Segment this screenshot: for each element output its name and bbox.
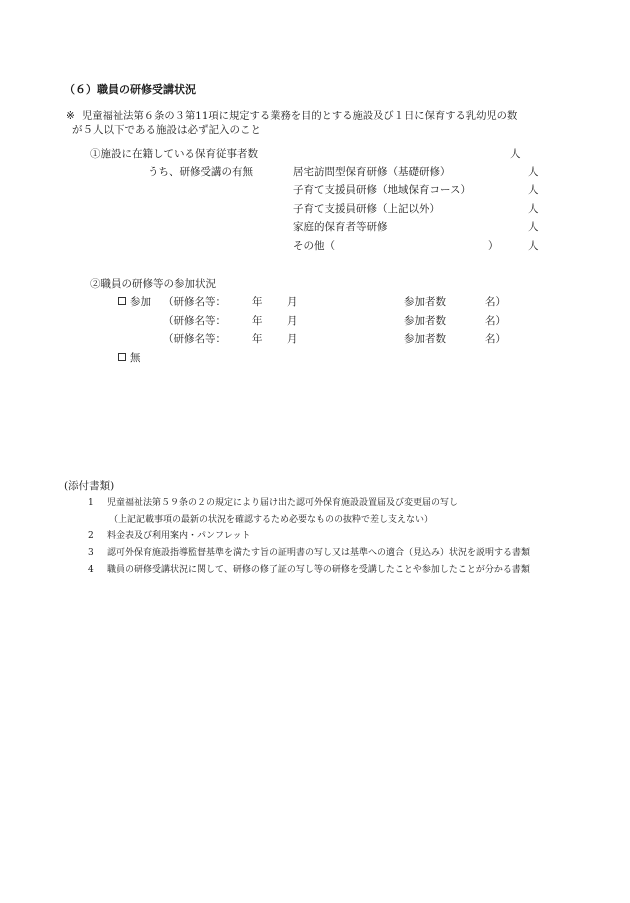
training-row-unit: 人	[528, 240, 539, 252]
course-count-unit: 名）	[485, 315, 506, 327]
participation-label: ②職員の研修等の参加状況	[90, 278, 216, 290]
none-label: 無	[130, 352, 141, 364]
course-label: （研修名等：	[163, 333, 226, 345]
course-count-unit: 名）	[485, 296, 506, 308]
course-label: （研修名等：	[163, 315, 226, 327]
none-checkbox[interactable]	[118, 353, 126, 361]
attachment-number: 4	[88, 565, 94, 575]
training-row-label: 家庭的保育者等研修	[293, 221, 388, 233]
section-title: （６）職員の研修受講状況	[64, 83, 196, 96]
attachment-number: 3	[88, 548, 94, 558]
training-row-close: ）	[488, 240, 499, 252]
training-row-label: 居宅訪問型保育研修（基礎研修）	[293, 166, 451, 178]
course-month: 月	[287, 315, 298, 327]
training-sub-label: うち、研修受講の有無	[148, 166, 253, 178]
none-option[interactable]	[118, 353, 141, 364]
course-month: 月	[287, 333, 298, 345]
course-year: 年	[252, 315, 263, 327]
course-count-label: 参加者数	[404, 296, 446, 308]
course-label: （研修名等：	[163, 296, 226, 308]
course-month: 月	[287, 296, 298, 308]
staff-count-label: ①施設に在籍している保育従事者数	[90, 148, 258, 160]
course-year: 年	[252, 296, 263, 308]
attachment-text: 児童福祉法第５９条の２の規定により届け出た認可外保育施設設置届及び変更届の写し	[107, 498, 459, 508]
course-count-unit: 名）	[485, 333, 506, 345]
training-row-label: 子育て支援員研修（上記以外）	[293, 203, 440, 215]
participate-checkbox[interactable]	[118, 297, 126, 305]
training-row-unit: 人	[528, 184, 539, 196]
course-count-label: 参加者数	[404, 315, 446, 327]
attachment-text: 料金表及び利用案内・パンフレット	[107, 531, 251, 541]
attachment-number: 2	[88, 531, 94, 541]
training-row-unit: 人	[528, 221, 539, 233]
attachments-heading: (添付書類)	[64, 480, 115, 492]
note-mark: ※	[66, 110, 75, 122]
training-row-label: その他（	[293, 240, 335, 252]
training-row-unit: 人	[528, 203, 539, 215]
attachment-text: 職員の研修受講状況に関して、研修の修了証の写し等の研修を受講したことや参加したことが分かる書類	[107, 565, 530, 575]
course-count-label: 参加者数	[404, 333, 446, 345]
attachment-text: 認可外保育施設指導監督基準を満たす旨の証明書の写し又は基準への適合（見込み）状況を説明する書類	[107, 548, 531, 558]
attachment-text: （上記記載事項の最新の状況を確認するため必要なものの抜粋で差し支えない）	[109, 515, 434, 525]
training-row-unit: 人	[528, 166, 539, 178]
participate-label: 参加	[130, 296, 151, 308]
note-line-1: 児童福祉法第６条の３第11項に規定する業務を目的とする施設及び１日に保育する乳幼児の数	[82, 110, 518, 122]
training-row-label: 子育て支援員研修（地域保育コース）	[293, 184, 471, 196]
participate-option[interactable]	[118, 297, 151, 308]
course-year: 年	[252, 333, 263, 345]
attachment-number: 1	[88, 498, 94, 508]
note-line-2: が５人以下である施設は必ず記入のこと	[72, 124, 261, 136]
staff-count-unit: 人	[510, 148, 521, 160]
